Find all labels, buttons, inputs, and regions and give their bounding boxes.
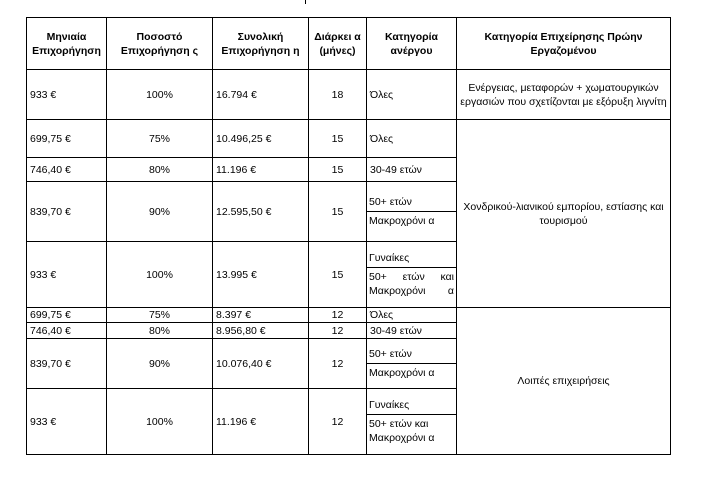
- duration-cell: 12: [309, 339, 367, 389]
- monthly-cell: 746,40 €: [27, 323, 107, 339]
- total-cell: 10.076,40 €: [213, 339, 309, 389]
- monthly-cell: 699,75 €: [27, 120, 107, 158]
- total-cell: 8.397 €: [213, 308, 309, 323]
- total-cell: 16.794 €: [213, 70, 309, 120]
- total-cell: 11.196 €: [213, 389, 309, 455]
- business-cell: Ενέργειας, μεταφορών + χωματουργικών εργασιών που σχετίζονται με εξόρυξη λιγνίτη: [457, 70, 671, 120]
- business-cell: Λοιπές επιχειρήσεις: [457, 308, 671, 455]
- duration-cell: 12: [309, 389, 367, 455]
- duration-cell: 12: [309, 323, 367, 339]
- unemployed-subcell: Γυναίκες: [369, 252, 410, 264]
- percentage-cell: 75%: [107, 308, 213, 323]
- header-percentage: Ποσοστό Επιχορήγηση ς: [107, 18, 213, 70]
- duration-cell: 15: [309, 120, 367, 158]
- subsidy-table: [26, 17, 671, 455]
- unemployed-subcell: Μακροχρόνι α: [367, 363, 456, 382]
- header-monthly: Μηνιαία Επιχορήγηση: [27, 18, 107, 70]
- table-row: [27, 120, 671, 158]
- monthly-cell: 746,40 €: [27, 158, 107, 182]
- duration-cell: 12: [309, 308, 367, 323]
- unemployed-cell: Όλες: [367, 120, 457, 158]
- monthly-cell: 933 €: [27, 242, 107, 308]
- header-total: Συνολική Επιχορήγηση η: [213, 18, 309, 70]
- total-cell: 13.995 €: [213, 242, 309, 308]
- monthly-cell: 839,70 €: [27, 182, 107, 242]
- monthly-cell: 933 €: [27, 389, 107, 455]
- unemployed-subcell: 50+ ετών και Μακροχρόνι α: [367, 414, 456, 447]
- monthly-cell: 839,70 €: [27, 339, 107, 389]
- unemployed-subcell: 50+ ετών: [369, 348, 412, 360]
- percentage-cell: 100%: [107, 389, 213, 455]
- unemployed-subcell: Μακροχρόνι α: [367, 211, 456, 230]
- duration-cell: 15: [309, 182, 367, 242]
- page-top-mark: [305, 0, 306, 4]
- monthly-cell: 933 €: [27, 70, 107, 120]
- table-row: [27, 70, 671, 120]
- unemployed-cell: [367, 242, 457, 308]
- percentage-cell: 100%: [107, 70, 213, 120]
- business-cell: Χονδρικού-λιανικού εμπορίου, εστίασης και τουρισμού: [457, 120, 671, 308]
- percentage-cell: 75%: [107, 120, 213, 158]
- percentage-cell: 90%: [107, 339, 213, 389]
- unemployed-cell: 30-49 ετών: [367, 158, 457, 182]
- total-cell: 10.496,25 €: [213, 120, 309, 158]
- unemployed-cell: [367, 182, 457, 242]
- percentage-cell: 100%: [107, 242, 213, 308]
- unemployed-cell: Όλες: [367, 70, 457, 120]
- percentage-cell: 80%: [107, 323, 213, 339]
- unemployed-subcell: 50+ ετών: [369, 196, 412, 208]
- duration-cell: 15: [309, 158, 367, 182]
- total-cell: 12.595,50 €: [213, 182, 309, 242]
- total-cell: 8.956,80 €: [213, 323, 309, 339]
- unemployed-cell: [367, 389, 457, 455]
- unemployed-cell: 30-49 ετών: [367, 323, 457, 339]
- header-business-category: Κατηγορία Επιχείρησης Πρώην Εργαζομένου: [457, 18, 671, 70]
- header-row: [27, 18, 671, 70]
- duration-cell: 18: [309, 70, 367, 120]
- monthly-cell: 699,75 €: [27, 308, 107, 323]
- unemployed-subcell: 50+ ετών και Μακροχρόνι α: [367, 267, 456, 300]
- total-cell: 11.196 €: [213, 158, 309, 182]
- unemployed-cell: [367, 339, 457, 389]
- percentage-cell: 90%: [107, 182, 213, 242]
- header-duration: Διάρκει α (μήνες): [309, 18, 367, 70]
- unemployed-subcell: Γυναίκες: [369, 399, 410, 411]
- duration-cell: 15: [309, 242, 367, 308]
- unemployed-cell: Όλες: [367, 308, 457, 323]
- table-row: [27, 308, 671, 323]
- header-unemployed-category: Κατηγορία ανέργου: [367, 18, 457, 70]
- percentage-cell: 80%: [107, 158, 213, 182]
